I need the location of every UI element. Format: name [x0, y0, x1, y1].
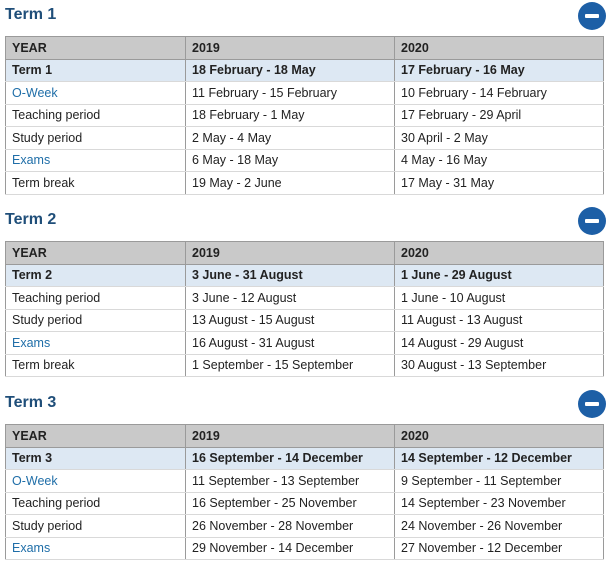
cell-2020: 14 September - 12 December — [395, 447, 604, 470]
cell-2019: 29 November - 14 December — [186, 537, 395, 560]
cell-2019: 3 June - 12 August — [186, 287, 395, 310]
cell-2020: 17 February - 29 April — [395, 104, 604, 127]
row-label: Term break — [6, 172, 186, 195]
row-label: Study period — [6, 515, 186, 538]
header-year: YEAR — [6, 242, 186, 265]
header-2019: 2019 — [186, 425, 395, 448]
cell-2019: 16 September - 25 November — [186, 492, 395, 515]
cell-2019: 18 February - 18 May — [186, 59, 395, 82]
table-row — [6, 172, 604, 195]
table-row — [6, 537, 604, 560]
cell-2019: 16 August - 31 August — [186, 332, 395, 355]
row-label-link[interactable]: O-Week — [6, 82, 186, 105]
cell-2020: 24 November - 26 November — [395, 515, 604, 538]
cell-2020: 27 November - 12 December — [395, 537, 604, 560]
header-year: YEAR — [6, 37, 186, 60]
cell-2019: 13 August - 15 August — [186, 309, 395, 332]
term-3-section — [0, 388, 608, 556]
cell-2020: 14 September - 23 November — [395, 492, 604, 515]
table-row — [6, 492, 604, 515]
header-2019: 2019 — [186, 37, 395, 60]
cell-2019: 3 June - 31 August — [186, 264, 395, 287]
cell-2020: 4 May - 16 May — [395, 149, 604, 172]
cell-2019: 1 September - 15 September — [186, 354, 395, 377]
minus-icon — [585, 219, 599, 223]
cell-2019: 26 November - 28 November — [186, 515, 395, 538]
row-label: Teaching period — [6, 287, 186, 310]
row-label: Teaching period — [6, 492, 186, 515]
term-2-title: Term 2 — [5, 211, 57, 228]
table-row — [6, 264, 604, 287]
cell-2019: 18 February - 1 May — [186, 104, 395, 127]
cell-2019: 16 September - 14 December — [186, 447, 395, 470]
cell-2020: 14 August - 29 August — [395, 332, 604, 355]
term-2-table — [5, 241, 604, 377]
row-label: Study period — [6, 127, 186, 150]
row-label: Term 2 — [6, 264, 186, 287]
table-row — [6, 332, 604, 355]
table-row — [6, 447, 604, 470]
table-row — [6, 104, 604, 127]
table-row — [6, 127, 604, 150]
header-2020: 2020 — [395, 425, 604, 448]
term-3-header — [0, 388, 608, 422]
minus-icon — [585, 402, 599, 406]
minus-icon — [585, 14, 599, 18]
table-row — [6, 287, 604, 310]
cell-2019: 19 May - 2 June — [186, 172, 395, 195]
term-1-table — [5, 36, 604, 195]
cell-2020: 17 February - 16 May — [395, 59, 604, 82]
term-3-title: Term 3 — [5, 394, 57, 411]
cell-2019: 6 May - 18 May — [186, 149, 395, 172]
cell-2019: 11 September - 13 September — [186, 470, 395, 493]
table-row — [6, 470, 604, 493]
term-1-header — [0, 0, 608, 34]
row-label-link[interactable]: O-Week — [6, 470, 186, 493]
header-2019: 2019 — [186, 242, 395, 265]
table-row — [6, 309, 604, 332]
row-label: Study period — [6, 309, 186, 332]
cell-2020: 30 August - 13 September — [395, 354, 604, 377]
row-label: Term 1 — [6, 59, 186, 82]
table-row — [6, 82, 604, 105]
cell-2020: 1 June - 29 August — [395, 264, 604, 287]
row-label: Teaching period — [6, 104, 186, 127]
cell-2019: 2 May - 4 May — [186, 127, 395, 150]
table-row — [6, 515, 604, 538]
term-1-collapse-button[interactable] — [578, 2, 606, 30]
cell-2020: 9 September - 11 September — [395, 470, 604, 493]
table-header-row — [6, 37, 604, 60]
row-label-link[interactable]: Exams — [6, 332, 186, 355]
cell-2020: 10 February - 14 February — [395, 82, 604, 105]
cell-2020: 11 August - 13 August — [395, 309, 604, 332]
table-header-row — [6, 425, 604, 448]
header-2020: 2020 — [395, 37, 604, 60]
term-2-section — [0, 205, 608, 373]
table-header-row — [6, 242, 604, 265]
row-label-link[interactable]: Exams — [6, 149, 186, 172]
term-2-header — [0, 205, 608, 239]
table-row — [6, 149, 604, 172]
cell-2020: 17 May - 31 May — [395, 172, 604, 195]
term-2-collapse-button[interactable] — [578, 207, 606, 235]
term-3-collapse-button[interactable] — [578, 390, 606, 418]
cell-2020: 30 April - 2 May — [395, 127, 604, 150]
term-1-section — [0, 0, 608, 190]
table-row — [6, 354, 604, 377]
row-label-link[interactable]: Exams — [6, 537, 186, 560]
cell-2019: 11 February - 15 February — [186, 82, 395, 105]
header-2020: 2020 — [395, 242, 604, 265]
row-label: Term 3 — [6, 447, 186, 470]
term-1-title: Term 1 — [5, 6, 57, 23]
header-year: YEAR — [6, 425, 186, 448]
cell-2020: 1 June - 10 August — [395, 287, 604, 310]
term-3-table — [5, 424, 604, 560]
table-row — [6, 59, 604, 82]
row-label: Term break — [6, 354, 186, 377]
